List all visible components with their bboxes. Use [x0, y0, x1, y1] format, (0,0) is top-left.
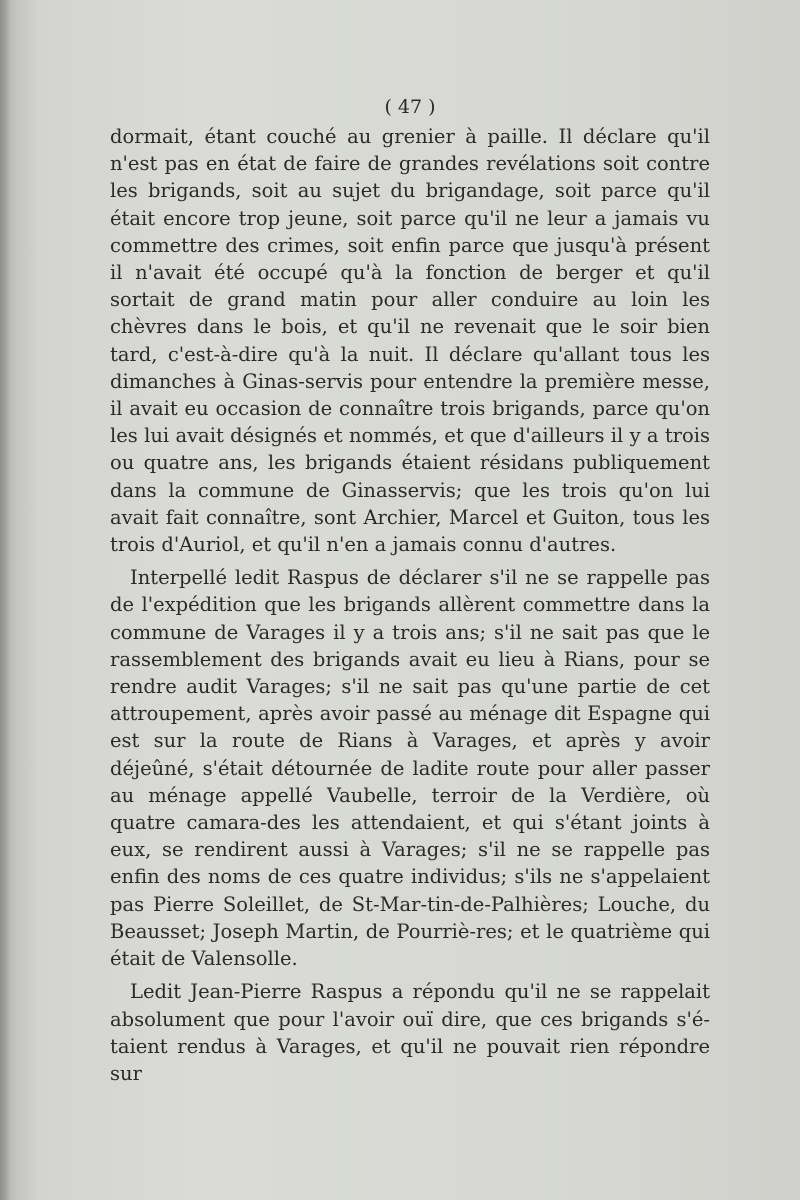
page-spine-shadow [0, 0, 10, 1200]
page-text-block [110, 95, 710, 1087]
paragraph-interpellation-text: Interpellé ledit Raspus de déclarer s'il ne se rappelle pas de l'expédition que les brigands allèrent commettre dans la commune de Varages il y a trois ans; s'il ne sait pas que le rassemblement des brigands avait eu lieu à Rians, pour se rendre audit Varages; s'il ne sait pas qu'une partie de cet attroupement, après avoir passé au ménage dit Espagne qui est sur la route de Rians à Varages, et après y avoir déjeûné, s'était détournée de ladite route pour aller passer au ménage appellé Vaubelle, terroir de la Verdière, où quatre camara-des les attendaient, et qui s'étant joints à eux, se rendirent aussi à Varages; s'il ne se rappelle pas enfin des noms de ces quatre individus; s'ils ne s'appelaient pas Pierre Soleillet, de St-Mar-tin-de-Palhières; Louche, du Beausset; Joseph Martin, de Pourriè-res; et le quatrième qui était de Valensolle. [110, 566, 710, 971]
page-number: ( 47 ) [384, 96, 436, 118]
paragraph-interpellation [110, 564, 710, 972]
paragraph-response [110, 978, 710, 1087]
paragraph-raspus-statement: dormait, étant couché au grenier à paille. Il déclare qu'il n'est pas en état de faire de grandes revélations soit contre les brigands, soit au sujet du brigandage, soit parce qu'il était encore trop jeune, soit parce qu'il ne leur a jamais vu commettre des crimes, soit enfin parce que jusqu'à présent il n'avait été occupé qu'à la fonction de berger et qu'il sortait de grand matin pour aller conduire au loin les chèvres dans le bois, et qu'il ne revenait que le soir bien tard, c'est-à-dire qu'à la nuit. Il déclare qu'allant tous les dimanches à Ginas-servis pour entendre la première messe, il avait eu occasion de connaître trois brigands, parce qu'on les lui avait désignés et nommés, et que d'ailleurs il y a trois ou quatre ans, les brigands étaient résidans publiquement dans la commune de Ginasservis; que les trois qu'on lui avait fait connaître, sont Archier, Marcel et Guiton, tous les trois d'Auriol, et qu'il n'en a jamais connu d'autres. [110, 125, 710, 557]
paragraph-response-text: Ledit Jean-Pierre Raspus a répondu qu'il ne se rappelait absolument que pour l'avoir ouï dire, que ces brigands s'é-taient rendus à Varages, et qu'il ne pouvait rien répondre sur [110, 980, 710, 1085]
